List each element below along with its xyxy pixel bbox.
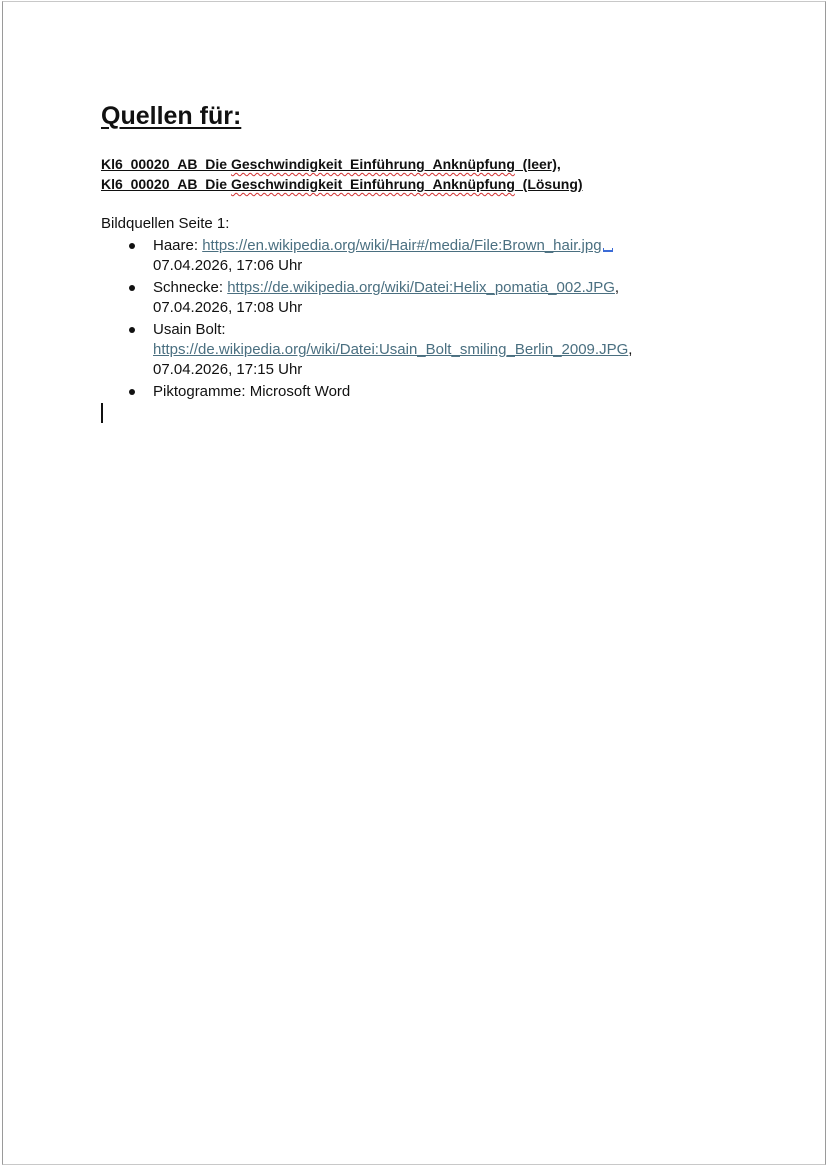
source-comma: , [628, 341, 633, 358]
list-item-schnecke [101, 278, 741, 318]
subtitle-2-prefix: Kl6_00020_AB_Die [101, 176, 231, 192]
bullet-icon [129, 243, 135, 249]
bullet-icon [129, 389, 135, 395]
bullet-icon [129, 327, 135, 333]
subtitle-2-suffix: _(Lösung) [514, 176, 583, 192]
list-item-usain-bolt [101, 320, 741, 380]
subtitle-line-1 [101, 154, 741, 174]
page-heading: Quellen für: [101, 102, 242, 130]
source-link-usain-bolt[interactable]: https://de.wikipedia.org/wiki/Datei:Usain_Bolt_smiling_Berlin_2009.JPG [153, 341, 629, 358]
subtitle-1-suffix: _(leer), [514, 156, 561, 172]
document-body[interactable] [101, 98, 741, 404]
bildquellen-label: Bildquellen Seite 1: [101, 215, 230, 232]
autocorrect-icon[interactable] [603, 248, 613, 252]
subtitle-line-2 [101, 174, 741, 194]
source-comma: , [614, 279, 620, 296]
subtitle-1-spellcheck-word[interactable]: Geschwindigkeit_Einführung_Anknüpfung [230, 156, 515, 172]
subtitle-2-spellcheck-word[interactable]: Geschwindigkeit_Einführung_Anknüpfung [230, 176, 515, 192]
text-cursor [101, 403, 103, 423]
subtitle-block [101, 154, 741, 194]
document-page[interactable] [2, 1, 826, 1165]
source-link-schnecke[interactable]: https://de.wikipedia.org/wiki/Datei:Helix_pomatia_002.JPG [227, 279, 615, 296]
source-date: 07.04.2026, 17:06 Uhr [153, 257, 303, 274]
subtitle-1-prefix: Kl6_00020_AB_Die [101, 156, 231, 172]
source-date: 07.04.2026, 17:08 Uhr [153, 299, 303, 316]
source-date: 07.04.2026, 17:15 Uhr [153, 361, 303, 378]
source-label: Usain Bolt: [153, 321, 226, 338]
source-label: Haare: [153, 237, 203, 254]
sources-list [101, 236, 741, 402]
list-item-haare [101, 236, 741, 276]
source-label: Schnecke: [153, 279, 228, 296]
bullet-icon [129, 285, 135, 291]
source-label: Piktogramme: Microsoft Word [153, 383, 351, 400]
list-item-piktogramme [101, 382, 741, 402]
source-link-haare[interactable]: https://en.wikipedia.org/wiki/Hair#/media/File:Brown_hair.jpg [202, 237, 602, 254]
